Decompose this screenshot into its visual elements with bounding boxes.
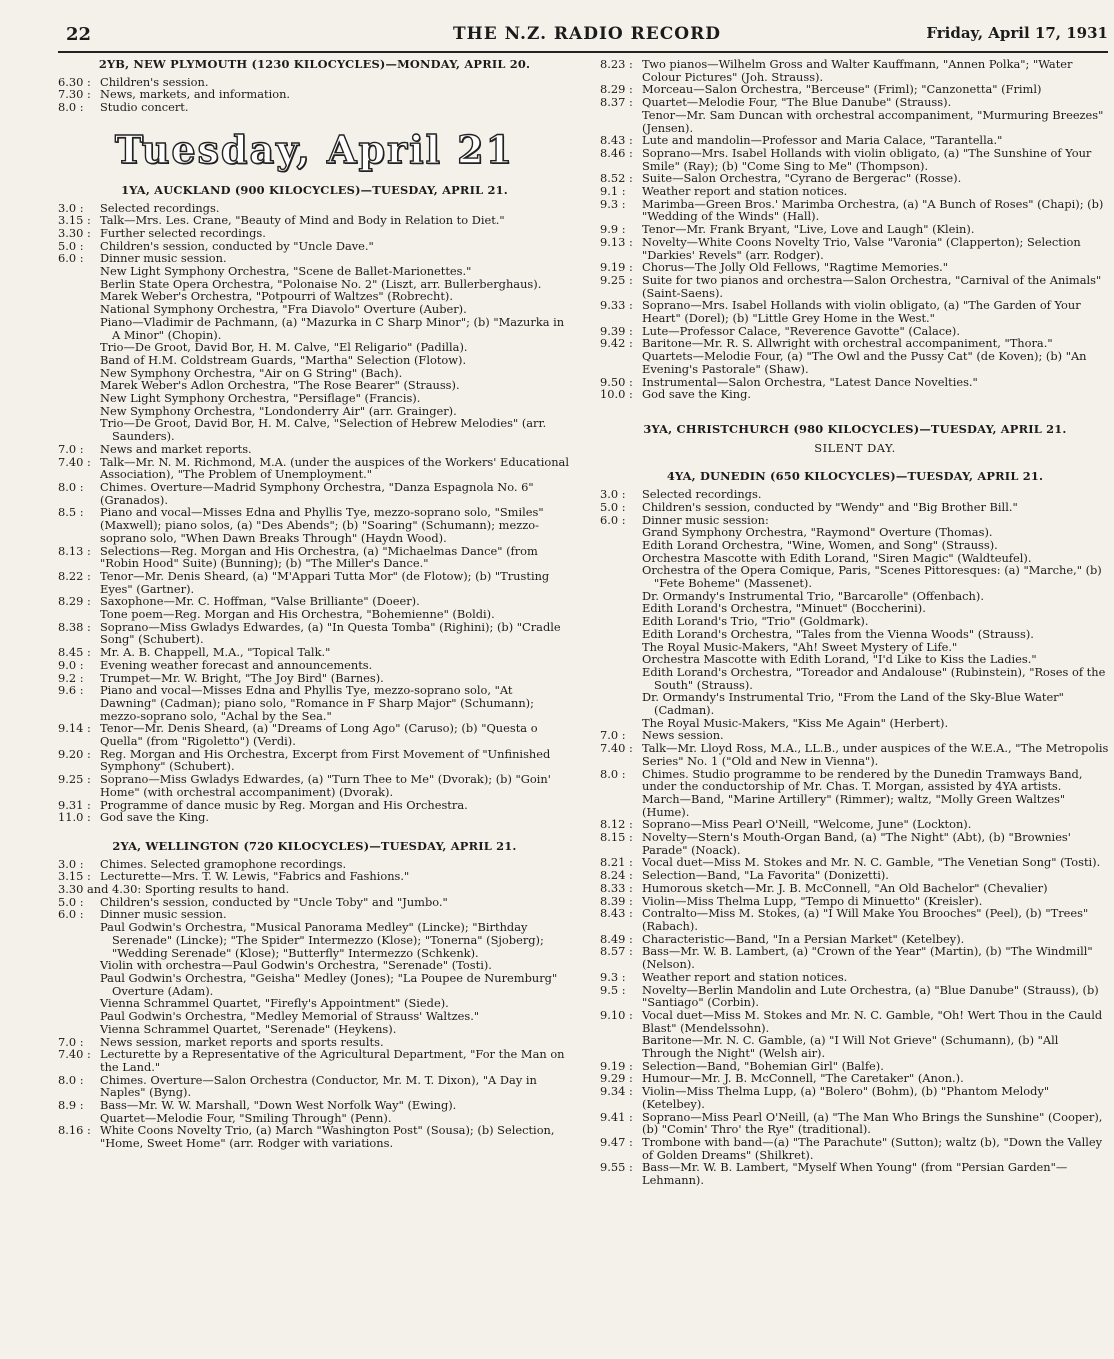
program-time: 9.10 : [600, 1007, 633, 1022]
program-time: 8.0 : [600, 766, 626, 781]
program-time: 7.40 : [600, 741, 633, 756]
program-text: Lecturette—Mrs. T. W. Lewis, "Fabrics and Fashions." [100, 869, 410, 884]
program-text: Vocal duet—Miss M. Stokes and Mr. N. C. Gamble, "Oh! Wert Thou in the Cauld Blast" (Mendelssohn). [642, 1007, 1103, 1035]
program-time: 8.0 : [58, 1072, 84, 1087]
program-time: 9.1 : [600, 184, 626, 199]
program-time: 9.14 : [58, 721, 91, 736]
program-list [600, 729, 1110, 1186]
dinner-music-item: Orchestra Mascotte with Edith Lorand, "Siren Magic" (Waldteufel). [642, 550, 1032, 565]
program-text: Further selected recordings. [100, 225, 266, 240]
program-time: 3.0 : [58, 200, 84, 215]
dinner-music-item: Edith Lorand's Orchestra, "Tales from the Vienna Woods" (Strauss). [642, 626, 1034, 641]
program-entry [600, 198, 1110, 223]
program-time: 8.22 : [58, 568, 91, 583]
program-text: Baritone—Mr. N. C. Gamble, (a) "I Will Not Grieve" (Schumann), (b) "All Through the Night" (Welsh air). [642, 1033, 1059, 1061]
program-text: Children's session, conducted by "Wendy" and "Big Brother Bill." [642, 499, 1018, 514]
program-text: Quartets—Melodie Four, (a) "The Owl and the Pussy Cat" (de Koven); (b) "An Evening's Pastorale" (Shaw). [642, 349, 1087, 376]
program-text: Morceau—Salon Orchestra, "Berceuse" (Friml); "Canzonetta" (Friml) [642, 82, 1042, 97]
program-entry [600, 1085, 1110, 1110]
program-entry [58, 1124, 571, 1149]
program-time: 9.3 : [600, 969, 626, 984]
program-time: 3.15 : [58, 869, 91, 884]
program-entry [58, 1099, 571, 1112]
program-entry [600, 488, 1110, 501]
program-text: News session, market reports and sports results. [100, 1034, 384, 1049]
program-text: Novelty—Berlin Mandolin and Lute Orchestra, (a) "Blue Danube" (Strauss), (b) "Santiago" (Corbin). [642, 982, 1099, 1010]
left-column [58, 58, 571, 1150]
program-text: Studio concert. [100, 100, 189, 115]
program-text: Bass—Mr. W. B. Lambert, "Myself When Young" (from "Persian Garden"—Lehmann). [642, 1160, 1068, 1188]
program-time: 3.30 : [58, 225, 91, 240]
program-time: 7.40 : [58, 1047, 91, 1062]
program-time: 8.38 : [58, 619, 91, 634]
program-time: 9.29 : [600, 1071, 633, 1086]
dinner-music-item: Paul Godwin's Orchestra, "Musical Panorama Medley" (Lincke); "Birthday Serenade" (Lincke); "The Spider" Intermezzo (Klose); "Tonerna" (Sjoberg); "Wedding Serenade" (Klose); "Butterfly" Intermezzo (Schkenk). [100, 920, 544, 960]
dinner-music-item: Vienna Schrammel Quartet, "Firefly's Appointment" (Siede). [100, 996, 449, 1011]
page-header [66, 24, 1108, 48]
program-text: Children's session, conducted by "Uncle Dave." [100, 238, 374, 253]
program-text: Selection—Band, "La Favorita" (Donizetti). [642, 868, 889, 883]
program-time: 11.0 : [58, 810, 91, 825]
program-text: Tone poem—Reg. Morgan and His Orchestra, "Bohemienne" (Boldi). [100, 607, 495, 622]
page-number: 22 [66, 24, 92, 45]
program-text: Tenor—Mr. Denis Sheard, (a) "Dreams of Long Ago" (Caruso); (b) "Questa o Quella" (from "Rigoletto") (Verdi). [100, 721, 538, 749]
program-entry [58, 101, 571, 114]
program-text: Lute and mandolin—Professor and Maria Calace, "Tarantella." [642, 133, 1003, 148]
program-text: Two pianos—Wilhelm Gross and Walter Kauffmann, "Annen Polka"; "Water Colour Pictures" (Joh. Strauss). [642, 57, 1073, 84]
program-text: News session. [642, 728, 724, 743]
program-text: Children's session. [100, 74, 209, 89]
program-time: 8.46 : [600, 145, 633, 160]
program-list [58, 896, 571, 921]
program-text: Trumpet—Mr. W. Bright, "The Joy Bird" (Barnes). [100, 670, 384, 685]
program-time: 9.39 : [600, 323, 633, 338]
program-text: Suite—Salon Orchestra, "Cyrano de Bergerac" (Rosse). [642, 171, 962, 186]
program-text: Quartet—Melodie Four, "The Blue Danube" (Strauss). [642, 95, 952, 110]
program-time: 8.16 : [58, 1123, 91, 1138]
program-text: Tenor—Mr. Sam Duncan with orchestral accompaniment, "Murmuring Breezes" (Jensen). [642, 107, 1104, 135]
program-entry [600, 299, 1110, 324]
program-text: Violin—Miss Thelma Lupp, (a) "Bolero" (Bohm), (b) "Phantom Melody" (Ketelbey). [642, 1084, 1050, 1111]
program-text: Evening weather forecast and announcements. [100, 657, 373, 672]
program-text: Dinner music session. [100, 251, 227, 266]
program-entry [600, 971, 1110, 984]
program-entry [600, 1009, 1110, 1034]
program-time [600, 350, 642, 375]
dinner-music-item: Grand Symphony Orchestra, "Raymond" Overture (Thomas). [642, 525, 993, 540]
dinner-music-item: Band of H.M. Coldstream Guards, "Martha" Selection (Flotow). [100, 352, 467, 367]
header-rule [58, 51, 1108, 53]
program-entry [600, 831, 1110, 856]
program-text: Mr. A. B. Chappell, M.A., "Topical Talk." [100, 645, 331, 660]
program-text: Children's session, conducted by "Uncle Toby" and "Jumbo." [100, 894, 448, 909]
program-text: Quartet—Melodie Four, "Smiling Through" (Penn). [100, 1110, 392, 1125]
program-time: 8.0 : [58, 100, 84, 115]
program-text: Vocal duet—Miss M. Stokes and Mr. N. C. Gamble, "The Venetian Song" (Tosti). [642, 855, 1101, 870]
program-text: Talk—Mrs. Les. Crane, "Beauty of Mind and Body in Relation to Diet." [100, 213, 505, 228]
program-time: 7.40 : [58, 454, 91, 469]
program-text: Tenor—Mr. Frank Bryant, "Live, Love and Laugh" (Klein). [642, 222, 975, 237]
dinner-music-item: New Symphony Orchestra, "Londonderry Air" (arr. Grainger). [100, 403, 457, 418]
program-text: Soprano—Miss Gwladys Edwardes, (a) "In Questa Tomba" (Righini); (b) "Cradle Song" (Schubert). [100, 619, 561, 647]
station-heading: 2YA, WELLINGTON (720 KILOCYCLES)—TUESDAY, APRIL 21. [112, 838, 517, 853]
program-time: 9.25 : [58, 772, 91, 787]
dinner-music-item: Dr. Ormandy's Instrumental Trio, "Barcarolle" (Offenbach). [642, 588, 984, 603]
program-entry [58, 443, 571, 456]
program-text: Humorous sketch—Mr. J. B. McConnell, "An Old Bachelor" (Chevalier) [642, 880, 1048, 895]
program-text: White Coons Novelty Trio, (a) March "Washington Post" (Sousa); (b) Selection, "Home, Sweet Home" (arr. Rodger with variations. [100, 1123, 555, 1151]
program-text: Bass—Mr. W. B. Lambert, (a) "Crown of the Year" (Martin), (b) "The Windmill" (Nelson). [642, 944, 1093, 972]
program-entry [600, 185, 1110, 198]
program-entry [58, 1048, 571, 1073]
dinner-music-list [600, 526, 1110, 729]
silent-day-note: SILENT DAY. [814, 440, 896, 455]
dinner-music-item: Berlin State Opera Orchestra, "Polonaise No. 2" (Liszt, arr. Bullerberghaus). [100, 276, 542, 291]
program-time: 9.41 : [600, 1109, 633, 1124]
dinner-music-item: Vienna Schrammel Quartet, "Serenade" (Heykens). [100, 1021, 397, 1036]
program-text: Trombone with band—(a) "The Parachute" (Sutton); waltz (b), "Down the Valley of Golden Dreams" (Shilkret). [642, 1134, 1103, 1162]
dinner-music-list [58, 265, 571, 443]
program-text: Soprano—Miss Pearl O'Neill, "Welcome, June" (Lockton). [642, 817, 972, 832]
program-time: 8.13 : [58, 543, 91, 558]
program-entry [600, 907, 1110, 932]
program-entry [58, 748, 571, 773]
program-time: 9.47 : [600, 1134, 633, 1149]
program-text: Marimba—Green Bros.' Marimba Orchestra, (a) "A Bunch of Roses" (Chapi); (b) "Wedding of the Winds" (Hall). [642, 196, 1104, 224]
program-text: Contralto—Miss M. Stokes, (a) "I Will Make You Brooches" (Peel), (b) "Trees" (Rabach). [642, 906, 1089, 933]
program-entry [58, 456, 571, 481]
program-time: 9.13 : [600, 234, 633, 249]
dinner-music-item: Marek Weber's Adlon Orchestra, "The Rose Bearer" (Strauss). [100, 378, 460, 393]
program-text: News, markets, and information. [100, 87, 291, 102]
program-text: Soprano—Miss Gwladys Edwardes, (a) "Turn Thee to Me" (Dvorak); (b) "Goin' Home" (with orchestral accompaniment) (Dvorak). [100, 772, 551, 799]
program-time: 3.0 : [58, 856, 84, 871]
program-time: 8.5 : [58, 505, 84, 520]
station-heading: 3YA, CHRISTCHURCH (980 KILOCYCLES)—TUESDAY, APRIL 21. [643, 421, 1067, 436]
program-time: 8.29 : [600, 82, 633, 97]
program-time: 8.52 : [600, 171, 633, 186]
program-time: 9.3 : [600, 196, 626, 211]
program-text: Soprano—Miss Pearl O'Neill, (a) "The Man Who Brings the Sunshine" (Cooper), (b) "Comin' Thro' the Rye" (traditional). [642, 1109, 1103, 1137]
program-text: Tenor—Mr. Denis Sheard, (a) "M'Appari Tutta Mor" (de Flotow); (b) "Trusting Eyes" (Gartner). [100, 568, 550, 596]
program-time: 7.0 : [58, 1034, 84, 1049]
program-time: 8.45 : [58, 645, 91, 660]
program-entry [58, 481, 571, 506]
dinner-music-item: Orchestra Mascotte with Edith Lorand, "I'd Like to Kiss the Ladies." [642, 652, 1037, 667]
program-time: 9.9 : [600, 222, 626, 237]
program-entry [600, 58, 1110, 83]
program-text: Instrumental—Salon Orchestra, "Latest Dance Novelties." [642, 374, 978, 389]
program-time: 3.15 : [58, 213, 91, 228]
program-text: Selection—Band, "Bohemian Girl" (Balfe). [642, 1058, 884, 1073]
dinner-music-item: Orchestra of the Opera Comique, Paris, "Scenes Pittoresques: (a) "Marche," (b) "Fete Boheme" (Massenet). [642, 563, 1102, 591]
program-time: 9.19 : [600, 1058, 633, 1073]
program-text: Talk—Mr. Lloyd Ross, M.A., LL.B., under auspices of the W.E.A., "The Metropolis Series" No. 1 ("Old and New in Vienna"). [642, 741, 1109, 768]
program-time: 6.0 : [58, 251, 84, 266]
program-text: Lecturette by a Representative of the Agricultural Department, "For the Man on the Land." [100, 1047, 565, 1074]
dinner-music-item: Edith Lorand's Orchestra, "Minuet" (Boccherini). [642, 601, 926, 616]
program-text: Selected recordings. [642, 487, 762, 502]
program-entry [58, 608, 571, 621]
program-time: 8.12 : [600, 817, 633, 832]
program-entry [600, 1161, 1110, 1186]
program-time: 6.0 : [600, 512, 626, 527]
program-time: 8.21 : [600, 855, 633, 870]
program-time [58, 608, 100, 621]
program-list [58, 76, 571, 114]
program-list [58, 443, 571, 824]
program-time: 8.29 : [58, 594, 91, 609]
program-text: Chimes. Overture—Salon Orchestra (Conductor, Mr. M. T. Dixon), "A Day in Naples" (Byng). [100, 1072, 537, 1100]
program-text: Soprano—Mrs. Isabel Hollands with violin obligato, (a) "The Garden of Your Heart" (Dorel); (b) "Little Grey Home in the West." [642, 298, 1081, 326]
program-entry [58, 811, 571, 824]
program-entry [600, 109, 1110, 134]
program-time: 8.37 : [600, 95, 633, 110]
program-entry [600, 236, 1110, 261]
program-list [600, 58, 1110, 401]
program-time: 6.30 : [58, 74, 91, 89]
program-entry [600, 501, 1110, 514]
program-time: 9.25 : [600, 272, 633, 287]
dinner-music-item: Edith Lorand's Trio, "Trio" (Goldmark). [642, 614, 869, 629]
program-text: Talk—Mr. N. M. Richmond, M.A. (under the auspices of the Workers' Educational Association), "The Problem of Unemployment." [100, 454, 569, 482]
program-entry [58, 545, 571, 570]
program-entry [600, 1136, 1110, 1161]
program-entry [58, 570, 571, 595]
program-list [600, 488, 1110, 526]
program-time: 8.9 : [58, 1098, 84, 1113]
station-heading: 1YA, AUCKLAND (900 KILOCYCLES)—TUESDAY, APRIL 21. [121, 182, 508, 197]
program-time: 9.2 : [58, 670, 84, 685]
masthead: THE N.Z. RADIO RECORD [453, 24, 721, 44]
program-text: Humour—Mr. J. B. McConnell, "The Caretaker" (Anon.). [642, 1071, 964, 1086]
program-entry [600, 793, 1110, 818]
program-list [58, 202, 571, 266]
dinner-music-item: New Symphony Orchestra, "Air on G String" (Bach). [100, 365, 403, 380]
dinner-music-item: Edith Lorand Orchestra, "Wine, Women, and Song" (Strauss). [642, 537, 998, 552]
program-entry [58, 722, 571, 747]
dinner-music-item: The Royal Music-Makers, "Kiss Me Again" (Herbert). [642, 715, 949, 730]
program-time: 8.23 : [600, 57, 633, 71]
dinner-music-item: Edith Lorand's Orchestra, "Toreador and Andalouse" (Rubinstein), "Roses of the South" (Strauss). [642, 664, 1106, 692]
program-entry [600, 869, 1110, 882]
program-text: Characteristic—Band, "In a Persian Market" (Ketelbey). [642, 931, 965, 946]
day-title: Tuesday, April 21 [114, 126, 515, 172]
program-time: 9.34 : [600, 1084, 633, 1099]
program-entry [600, 984, 1110, 1009]
program-text: Saxophone—Mr. C. Hoffman, "Valse Brilliante" (Doeer). [100, 594, 420, 609]
program-time: 8.57 : [600, 944, 633, 959]
program-text: Chorus—The Jolly Old Fellows, "Ragtime Memories." [642, 260, 949, 275]
program-time: 5.0 : [58, 238, 84, 253]
program-time: 3.0 : [600, 487, 626, 502]
right-column [600, 58, 1110, 1187]
station-heading: 2YB, NEW PLYMOUTH (1230 KILOCYCLES)—MONDAY, APRIL 20. [98, 57, 531, 71]
program-text: Dinner music session. [100, 907, 227, 922]
program-time: 7.0 : [600, 728, 626, 743]
program-text: Bass—Mr. W. W. Marshall, "Down West Norfolk Way" (Ewing). [100, 1098, 457, 1113]
program-entry [58, 1074, 571, 1099]
program-time: 8.33 : [600, 880, 633, 895]
program-text: God save the King. [100, 810, 209, 825]
program-entry [58, 646, 571, 659]
program-time: 10.0 : [600, 387, 633, 402]
dinner-music-item: New Light Symphony Orchestra, "Scene de Ballet-Marionettes." [100, 264, 472, 279]
program-time [600, 109, 642, 134]
program-time [600, 1034, 642, 1059]
program-entry [58, 659, 571, 672]
program-time: 9.31 : [58, 797, 91, 812]
program-text: Weather report and station notices. [642, 184, 848, 199]
program-text: Suite for two pianos and orchestra—Salon Orchestra, "Carnival of the Animals" (Saint-Saens). [642, 272, 1102, 300]
program-entry [600, 882, 1110, 895]
program-entry [600, 742, 1110, 767]
program-text: Novelty—Stern's Mouth-Organ Band, (a) "The Night" (Abt), (b) "Brownies' Parade" (Noack). [642, 830, 1071, 857]
program-time: 7.0 : [58, 441, 84, 456]
program-time: 9.50 : [600, 374, 633, 389]
program-time [600, 793, 642, 818]
program-entry [600, 1111, 1110, 1136]
program-entry [58, 684, 571, 722]
program-time: 9.5 : [600, 982, 626, 997]
station-heading: 4YA, DUNEDIN (650 KILOCYCLES)—TUESDAY, APRIL 21. [666, 469, 1044, 484]
program-time: 9.20 : [58, 746, 91, 761]
program-entry [600, 768, 1110, 793]
program-entry [600, 350, 1110, 375]
program-time: 9.55 : [600, 1160, 633, 1175]
dinner-music-item: Dr. Ormandy's Instrumental Trio, "From the Land of the Sky-Blue Water" (Cadman). [642, 690, 1064, 718]
dinner-music-item: Piano—Vladimir de Pachmann, (a) "Mazurka in C Sharp Minor"; (b) "Mazurka in A Minor" (Chopin). [100, 314, 565, 342]
program-time: 5.0 : [58, 894, 84, 909]
program-text: News and market reports. [100, 441, 252, 456]
program-time: 9.33 : [600, 298, 633, 313]
program-text: Soprano—Mrs. Isabel Hollands with violin obligato, (a) "The Sunshine of Your Smile" (Ray); (b) "Come Sing to Me" (Thompson). [642, 145, 1092, 173]
program-text: Weather report and station notices. [642, 969, 848, 984]
program-text: Chimes. Studio programme to be rendered by the Dunedin Tramways Band, under the conductorship of Mr. Chas. T. Morgan, assisted by 4YA artists. [642, 766, 1083, 794]
program-entry [58, 621, 571, 646]
dinner-music-list [58, 921, 571, 1035]
program-text: Chimes. Overture—Madrid Symphony Orchestra, "Danza Espagnola No. 6" (Granados). [100, 479, 534, 507]
program-text: Lute—Professor Calace, "Reverence Gavotte" (Calace). [642, 323, 960, 338]
program-time: 6.0 : [58, 907, 84, 922]
program-time: 5.0 : [600, 499, 626, 514]
program-entry [600, 388, 1110, 401]
program-time: 8.15 : [600, 830, 633, 845]
dinner-music-item: Paul Godwin's Orchestra, "Geisha" Medley (Jones); "La Poupee de Nuremburg" Overture (Adam). [100, 971, 558, 998]
program-list [58, 1036, 571, 1150]
program-time: 7.30 : [58, 87, 91, 102]
program-time: 8.39 : [600, 893, 633, 908]
dinner-music-item: New Light Symphony Orchestra, "Persiflage" (Francis). [100, 391, 421, 406]
program-text: Piano and vocal—Misses Edna and Phyllis Tye, mezzo-soprano solo, "Smiles" (Maxwell); piano solos, (a) "Des Abends"; (b) "Soaring" (Schumann); mezzo-soprano solo, "When Dawn Breaks Through" (Haydn Wood). [100, 505, 544, 545]
program-text: God save the King. [642, 387, 751, 402]
dinner-music-item: The Royal Music-Makers, "Ah! Sweet Mystery of Life." [642, 639, 958, 654]
program-time: 9.0 : [58, 657, 84, 672]
dinner-music-item: Paul Godwin's Orchestra, "Medley Memorial of Strauss' Waltzes." [100, 1009, 480, 1024]
program-text: Dinner music session: [642, 512, 769, 527]
program-time: 9.6 : [58, 683, 84, 698]
program-line: 3.30 and 4.30: Sporting results to hand. [58, 882, 290, 897]
dinner-music-item: Trio—De Groot, David Bor, H. M. Calve, "Selection of Hebrew Melodies" (arr. Saunders). [100, 416, 547, 444]
program-text: Piano and vocal—Misses Edna and Phyllis Tye, mezzo-soprano solo, "At Dawning" (Cadman); piano solo, "Romance in F Sharp Major" (Schumann); mezzo-soprano solo, "Achal by the Sea." [100, 683, 534, 723]
dinner-music-item: Marek Weber's Orchestra, "Potpourri of Waltzes" (Robrecht). [100, 289, 453, 304]
dinner-music-item: National Symphony Orchestra, "Fra Diavolo" Overture (Auber). [100, 302, 467, 317]
program-time: 8.24 : [600, 868, 633, 883]
program-entry [58, 773, 571, 798]
issue-date: Friday, April 17, 1931 [926, 24, 1108, 42]
program-entry [600, 223, 1110, 236]
dinner-music-item: Trio—De Groot, David Bor, H. M. Calve, "El Religario" (Padilla). [100, 340, 468, 355]
program-entry [58, 227, 571, 240]
program-text: Selected recordings. [100, 200, 220, 215]
program-entry [600, 945, 1110, 970]
program-text: Novelty—White Coons Novelty Trio, Valse "Varonia" (Clapperton); Selection "Darkies' Revels" (arr. Rodger). [642, 234, 1081, 262]
program-entry [58, 506, 571, 544]
program-time: 9.19 : [600, 260, 633, 275]
program-text: Selections—Reg. Morgan and His Orchestra, (a) "Michaelmas Dance" (from "Robin Hood" Suite) (Bunning); (b) "The Miller's Dance." [100, 543, 538, 571]
program-text: Programme of dance music by Reg. Morgan and His Orchestra. [100, 797, 468, 812]
program-text: Baritone—Mr. R. S. Allwright with orchestral accompaniment, "Thora." [642, 336, 1053, 351]
program-time: 8.0 : [58, 479, 84, 494]
program-entry [600, 147, 1110, 172]
program-entry [600, 96, 1110, 109]
program-entry [600, 1034, 1110, 1059]
program-time: 8.43 : [600, 133, 633, 148]
program-text: Reg. Morgan and His Orchestra, Excerpt from First Movement of "Unfinished Symphony" (Schubert). [100, 746, 551, 774]
dinner-music-item: Violin with orchestra—Paul Godwin's Orchestra, "Serenade" (Tosti). [100, 958, 492, 973]
program-entry [600, 274, 1110, 299]
program-text: March—Band, "Marine Artillery" (Rimmer); waltz, "Molly Green Waltzes" (Hume). [642, 791, 1066, 819]
program-text: Violin—Miss Thelma Lupp, "Tempo di Minuetto" (Kreisler). [642, 893, 983, 908]
program-time: 8.49 : [600, 931, 633, 946]
program-time: 8.43 : [600, 906, 633, 921]
program-list [58, 858, 571, 883]
program-text: Chimes. Selected gramophone recordings. [100, 856, 347, 871]
program-time: 9.42 : [600, 336, 633, 351]
